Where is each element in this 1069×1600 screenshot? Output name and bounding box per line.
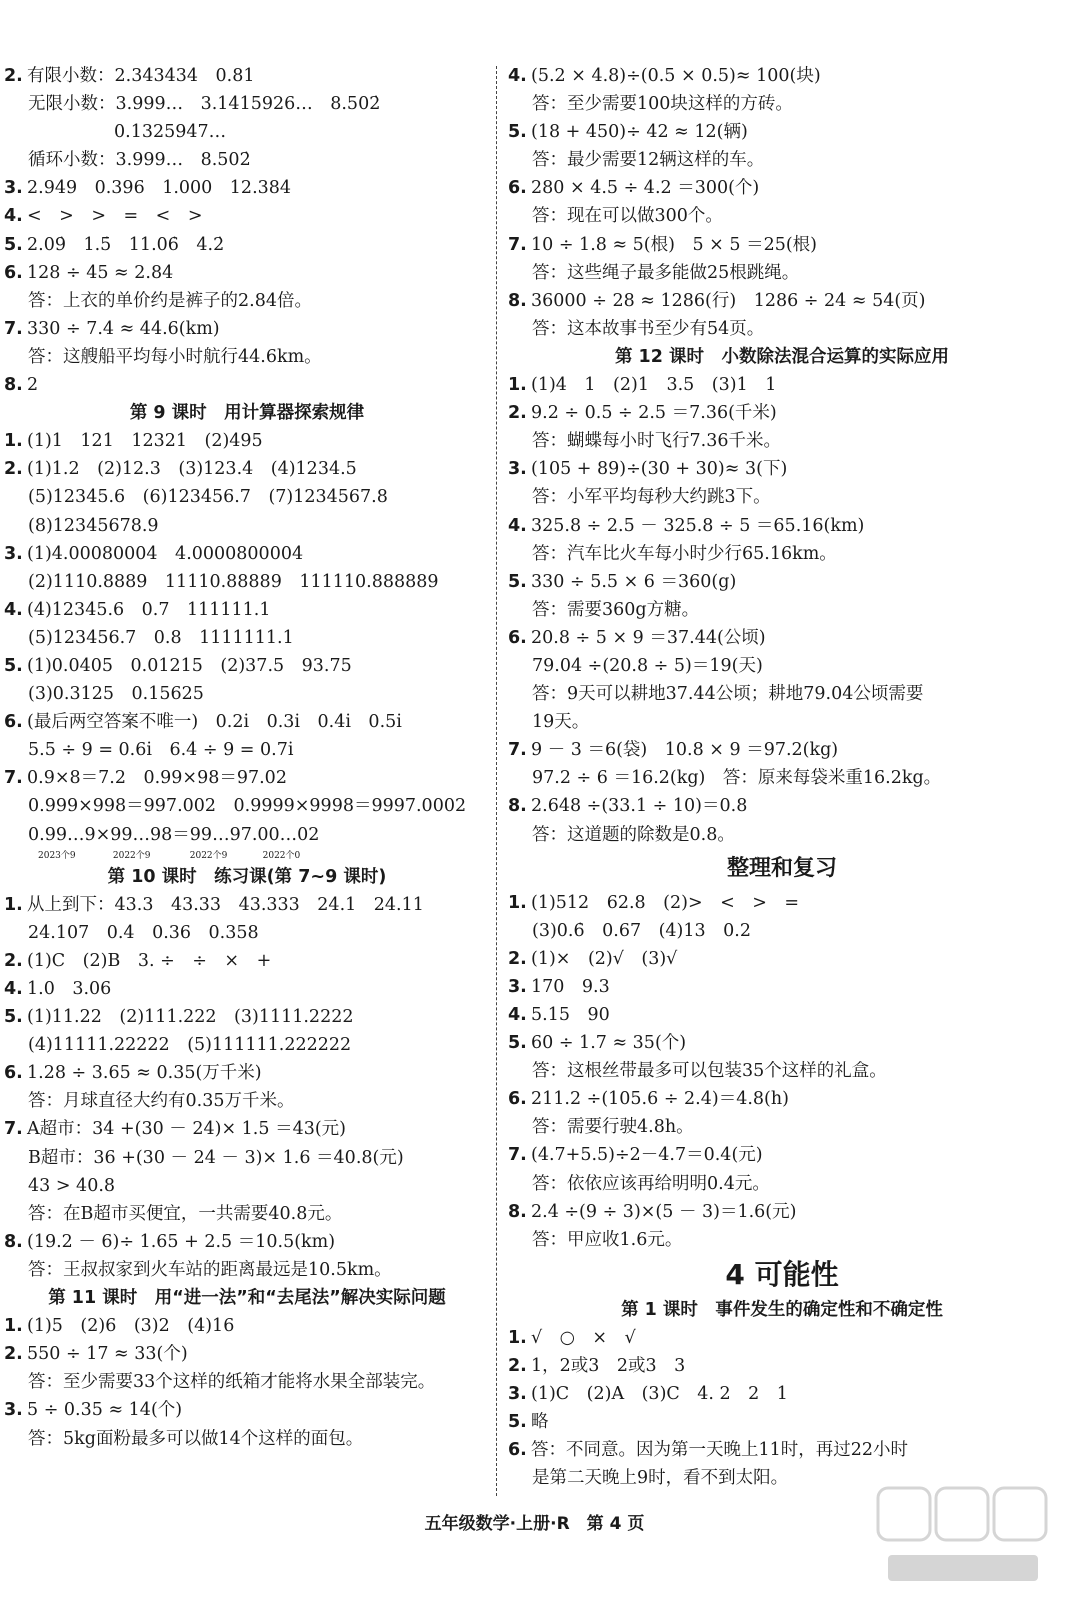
- underbrace-label: 2022个9: [189, 850, 228, 861]
- question-number: 8.: [508, 1201, 527, 1222]
- question-number: 5.: [4, 655, 23, 676]
- question-number: 4.: [4, 979, 23, 999]
- question-number: 1.: [4, 431, 23, 452]
- answer-line: [508, 1352, 1056, 1380]
- question-number: 3.: [4, 178, 23, 199]
- answer-text: 9.2 ÷ 0.5 ÷ 2.5 ＝7.36(千米): [531, 403, 777, 424]
- answer-line: [508, 174, 1056, 202]
- section-heading: [4, 1284, 490, 1312]
- answer-line: [508, 315, 1056, 343]
- answer-line: [508, 708, 1056, 736]
- answer-text: (4)11111.22222 (5)111111.222222: [28, 1035, 352, 1056]
- answer-line: [508, 1226, 1056, 1254]
- right-answers-part1: [508, 62, 1056, 849]
- answer-line: [508, 1029, 1056, 1057]
- answer-text: 答：需要行驶4.8h。: [532, 1117, 694, 1138]
- answer-text: 答：至少需要100块这样的方砖。: [532, 94, 793, 115]
- answer-text: 答：这艘船平均每小时航行44.6km。: [28, 346, 322, 367]
- answer-line: [508, 1198, 1056, 1226]
- answer-line: [4, 483, 490, 511]
- answer-text: (1)4.00080004 4.0000800004: [27, 543, 304, 564]
- answer-line: [508, 1436, 1056, 1464]
- answer-text: 5.15 90: [531, 1005, 610, 1025]
- answer-line: [4, 1368, 490, 1396]
- answer-text: 答：这根丝带最多可以包装35个这样的礼盒。: [532, 1061, 887, 1082]
- question-number: 4.: [508, 66, 527, 86]
- question-number: 8.: [508, 290, 527, 311]
- answer-line: [4, 1115, 490, 1143]
- answer-line: [4, 652, 490, 680]
- column-divider: [496, 66, 497, 1496]
- answer-text: (3)0.6̇ 0.67 (4)13 0.2: [532, 920, 751, 941]
- right-column: [508, 62, 1056, 1493]
- answer-text: √ ○ × √: [531, 1327, 636, 1348]
- answer-text: 答：这道题的除数是0.8。: [532, 824, 735, 845]
- answer-line: [4, 174, 490, 202]
- answer-text: 2.4 ÷(9 ÷ 3)×(5 － 3)＝1.6(元): [531, 1201, 797, 1222]
- answer-text: 答：王叔叔家到火车站的距离最远是10.5km。: [28, 1259, 392, 1280]
- question-number: 6.: [508, 1440, 527, 1461]
- question-number: 2.: [4, 1344, 23, 1365]
- answer-text: 第 12 课时 小数除法混合运算的实际应用: [614, 346, 950, 367]
- question-number: 5.: [508, 571, 527, 592]
- answer-line: [508, 624, 1056, 652]
- answer-text: (1)11.22 (2)111.222 (3)1111.2222: [27, 1007, 354, 1028]
- answer-text: 2.648 ÷(33.1 ÷ 10)＝0.8: [531, 796, 748, 817]
- answer-text: 20.8 ÷ 5 × 9 ＝37.44(公顷): [531, 627, 766, 648]
- answer-text: (1)0.0405 0.01215 (2)37.5 93.75: [27, 655, 352, 676]
- answer-line: [508, 90, 1056, 118]
- answer-line: [508, 1001, 1056, 1029]
- answer-line: [508, 1380, 1056, 1408]
- answer-text: 330 ÷ 7.4 ≈ 44.6(km): [27, 318, 220, 339]
- answer-text: 19天。: [532, 712, 590, 733]
- left-column: [4, 62, 490, 1453]
- answer-text: (2)1110.8889 11110.88889 111110.888889: [28, 571, 439, 592]
- answer-line: [4, 891, 490, 919]
- answer-line: [508, 287, 1056, 315]
- answer-text: (1)C (2)B 3. ÷ ÷ × +: [27, 950, 272, 971]
- answer-text: (5)12345.6 (6)123456.7 (7)1234567.8: [28, 487, 388, 508]
- question-number: 5.: [508, 1412, 527, 1433]
- answer-text: 答：蝴蝶每小时飞行7.36千米。: [532, 431, 781, 452]
- answer-line: [508, 202, 1056, 230]
- answer-text: 2.949 0.396 1.000 12.384: [27, 178, 292, 199]
- answer-line: [4, 287, 490, 315]
- question-number: 7.: [508, 740, 527, 761]
- question-number: 6.: [4, 262, 23, 283]
- answer-line: [508, 945, 1056, 973]
- answer-line: [4, 1256, 490, 1284]
- answer-line: [4, 1031, 490, 1059]
- answer-line: [4, 455, 490, 483]
- underbrace-label: 2023个9: [38, 850, 76, 861]
- question-number: 7.: [4, 318, 23, 339]
- answer-text: (19.2 － 6)÷ 1.65 + 2.5 ＝10.5(km): [27, 1231, 336, 1252]
- answer-line: [508, 568, 1056, 596]
- answer-text: 答：这些绳子最多能做25根跳绳。: [532, 262, 800, 283]
- section-heading: [4, 863, 490, 891]
- question-number: 1.: [4, 1316, 23, 1337]
- answer-line: [508, 596, 1056, 624]
- answer-text: 第 1 课时 事件发生的确定性和不确定性: [621, 1299, 943, 1320]
- watermark-logo: [868, 1480, 1058, 1595]
- answer-line: [4, 764, 490, 792]
- question-number: 3.: [4, 543, 23, 564]
- answer-line: [4, 792, 490, 820]
- answer-line: [4, 371, 490, 399]
- answer-line: [4, 1144, 490, 1172]
- answer-text: B超市：36 +(30 － 24 － 3)× 1.6 ＝40.8(元): [28, 1147, 404, 1168]
- underbrace-labels: [4, 849, 490, 863]
- answer-line: [508, 917, 1056, 945]
- answer-line: [508, 146, 1056, 174]
- right-answers-part2: [508, 889, 1056, 1254]
- answer-text: 循环小数：3.999… 8.502̇: [28, 150, 251, 171]
- answer-text: 0.1325947…: [114, 122, 227, 143]
- answer-text: 1，2或3 2或3 3: [531, 1356, 686, 1377]
- answer-line: [4, 1396, 490, 1424]
- answer-text: 60 ÷ 1.7 ≈ 35(个): [531, 1033, 687, 1054]
- question-number: 5.: [508, 1033, 527, 1054]
- question-number: 8.: [4, 375, 23, 396]
- answer-line: [4, 202, 490, 230]
- answer-text: 答：需要360g方糖。: [532, 599, 700, 620]
- answer-line: [4, 90, 490, 118]
- answer-line: [4, 624, 490, 652]
- answer-text: 170 9.3: [531, 976, 610, 997]
- answer-text: (3)0.3125 0.15625: [28, 684, 204, 705]
- answer-line: [4, 343, 490, 371]
- answer-text: 0.9×8＝7.2 0.99×98＝97.02: [27, 768, 287, 789]
- answer-text: (1)1 121 12321 (2)495: [27, 431, 263, 452]
- answer-text: 答：9天可以耕地37.44公顷；耕地79.04公顷需要: [532, 684, 924, 705]
- answer-text: (4.7+5.5)÷2－4.7＝0.4(元): [531, 1145, 763, 1166]
- answer-line: [4, 146, 490, 174]
- answer-text: (1)512 62.8 (2)> < > =: [531, 892, 800, 913]
- answer-line: [4, 1003, 490, 1031]
- answer-line: [508, 512, 1056, 540]
- answer-line: [4, 1200, 490, 1228]
- answer-line: [508, 427, 1056, 455]
- answer-line: [4, 62, 490, 90]
- answer-text: 答：这本故事书至少有54页。: [532, 318, 765, 339]
- question-number: 4.: [508, 1005, 527, 1025]
- answer-line: [508, 1324, 1056, 1352]
- answer-text: 325.8 ÷ 2.5 － 325.8 ÷ 5 ＝65.16(km): [531, 515, 865, 536]
- answer-text: 10 ÷ 1.8 ≈ 5(根) 5 × 5 ＝25(根): [531, 234, 818, 255]
- answer-line: [508, 736, 1056, 764]
- question-number: 8.: [508, 796, 527, 817]
- answer-text: 第 9 课时 用计算器探索规律: [129, 403, 365, 424]
- question-number: 2.: [508, 948, 527, 969]
- answer-text: 第 10 课时 练习课(第 7~9 课时): [107, 866, 387, 887]
- answer-text: (4)12345.6 0.7 111111.1: [27, 599, 271, 620]
- question-number: 3.: [508, 459, 527, 480]
- answer-line: [4, 1340, 490, 1368]
- answer-text: 答：不同意。因为第一天晚上11时，再过22小时: [531, 1440, 909, 1461]
- answer-line: [4, 680, 490, 708]
- answer-text: 79.04 ÷(20.8 ÷ 5)＝19(天): [532, 655, 763, 676]
- answer-text: 1.0 3.06: [27, 979, 112, 999]
- question-number: 7.: [4, 1119, 23, 1140]
- left-answers-part1: [4, 62, 490, 849]
- left-answers-part2: [4, 863, 490, 1453]
- answer-line: [508, 764, 1056, 792]
- question-number: 2.: [4, 950, 23, 971]
- question-number: 3.: [508, 1384, 527, 1405]
- answer-text: 答：最少需要12辆这样的车。: [532, 150, 765, 171]
- section-heading: [508, 1296, 1056, 1324]
- answer-text: (1)4 1 (2)1 3.5 (3)1 1: [531, 375, 777, 396]
- answer-text: 280 × 4.5 ÷ 4.2 ＝300(个): [531, 178, 760, 199]
- answer-text: 第 11 课时 用“进一法”和“去尾法”解决实际问题: [48, 1288, 446, 1309]
- answer-line: [4, 568, 490, 596]
- answer-line: [508, 792, 1056, 820]
- answer-line: [4, 1059, 490, 1087]
- answer-line: [508, 652, 1056, 680]
- question-number: 5.: [4, 1007, 23, 1028]
- question-number: 1.: [508, 892, 527, 913]
- answer-line: [508, 680, 1056, 708]
- answer-line: [508, 1170, 1056, 1198]
- answer-text: (8)12345678.9: [28, 515, 159, 536]
- answer-line: [4, 1087, 490, 1115]
- answer-line: [4, 1425, 490, 1453]
- answer-text: 97.2 ÷ 6 ＝16.2(kg) 答：原来每袋米重16.2kg。: [532, 768, 942, 789]
- question-number: 3.: [508, 976, 527, 997]
- answer-line: [508, 540, 1056, 568]
- answer-line: [4, 821, 490, 849]
- right-answers-part3: [508, 1296, 1056, 1493]
- answer-text: 略: [531, 1412, 549, 1433]
- answer-text: (1)5 (2)6 (3)2 (4)16: [27, 1316, 235, 1337]
- answer-text: 2.09̇ 1.5̇ 11.06̇ 4.2̇: [27, 234, 225, 255]
- answer-text: 有限小数：2.343434 0.81: [27, 66, 255, 86]
- question-number: 6.: [4, 712, 23, 733]
- answer-line: [508, 1113, 1056, 1141]
- answer-text: 从上到下：43.3 43.33 43.333 24.1 24.11: [27, 894, 424, 915]
- answer-text: 答：小军平均每秒大约跳3下。: [532, 487, 771, 508]
- answer-line: [508, 889, 1056, 917]
- answer-line: [4, 1172, 490, 1200]
- answer-text: < > > = < >: [27, 206, 203, 227]
- answer-text: 答：现在可以做300个。: [532, 206, 723, 227]
- answer-text: (105 + 89)÷(30 + 30)≈ 3(下): [531, 459, 788, 480]
- answer-text: 0.99…9×99…98＝99…97.00…02: [28, 824, 320, 845]
- answer-text: (5.2 × 4.8)÷(0.5 × 0.5)≈ 100(块): [531, 66, 821, 86]
- question-number: 6.: [508, 178, 527, 199]
- question-number: 5.: [4, 234, 23, 255]
- answer-text: (18 + 450)÷ 42 ≈ 12(辆): [531, 122, 748, 143]
- answer-text: 24.107 0.4 0.36 0.358: [28, 922, 259, 943]
- answer-line: [508, 1057, 1056, 1085]
- answer-line: [508, 399, 1056, 427]
- answer-line: [4, 118, 490, 146]
- answer-text: (5)123456.7 0.8 1111111.1: [28, 627, 294, 648]
- answer-line: [4, 315, 490, 343]
- underbrace-label: 2022个0: [262, 850, 301, 861]
- answer-line: [508, 1085, 1056, 1113]
- answer-line: [508, 455, 1056, 483]
- question-number: 2.: [508, 1356, 527, 1377]
- answer-line: [508, 483, 1056, 511]
- question-number: 8.: [4, 1231, 23, 1252]
- question-number: 2.: [4, 66, 23, 86]
- answer-line: [4, 259, 490, 287]
- answer-text: 211.2 ÷(105.6 ÷ 2.4)＝4.8(h): [531, 1089, 789, 1110]
- page-footer: 五年级数学·上册·R 第 4 页: [424, 1514, 645, 1534]
- answer-line: [508, 259, 1056, 287]
- answer-text: (最后两空答案不唯一) 0.2i̇ 0.3i̇ 0.4i̇ 0.5i̇: [27, 712, 402, 733]
- answer-line: [4, 427, 490, 455]
- answer-text: 2: [27, 375, 39, 396]
- answer-text: 答：在B超市买便宜，一共需要40.8元。: [28, 1203, 343, 1224]
- answer-text: 9 － 3 ＝6(袋) 10.8 × 9 ＝97.2(kg): [531, 740, 839, 761]
- answer-line: [508, 118, 1056, 146]
- answer-text: 是第二天晚上9时，看不到太阳。: [532, 1468, 789, 1489]
- question-number: 7.: [508, 234, 527, 255]
- answer-line: [508, 1408, 1056, 1436]
- answer-line: [4, 947, 490, 975]
- answer-line: [4, 596, 490, 624]
- section-title-review: 整理和复习: [726, 855, 837, 881]
- answer-text: 5.5 ÷ 9 = 0.6i̇ 6.4 ÷ 9 = 0.7i̇: [28, 740, 294, 761]
- answer-text: 43 > 40.8: [28, 1175, 116, 1196]
- answer-line: [4, 512, 490, 540]
- question-number: 1.: [508, 375, 527, 396]
- answer-line: [508, 973, 1056, 1001]
- answer-text: 无限小数：3.999… 3.1415926… 8.502̇: [28, 94, 381, 115]
- answer-line: [4, 1312, 490, 1340]
- answer-line: [508, 371, 1056, 399]
- answer-text: 答：依依应该再给明明0.4元。: [532, 1173, 770, 1194]
- question-number: 4.: [4, 206, 23, 227]
- answer-text: 答：5kg面粉最多可以做14个这样的面包。: [28, 1428, 364, 1449]
- answer-line: [4, 1228, 490, 1256]
- answer-line: [508, 821, 1056, 849]
- answer-text: 36000 ÷ 28 ≈ 1286(行) 1286 ÷ 24 ≈ 54(页): [531, 290, 926, 311]
- answer-text: 答：上衣的单价约是裤子的2.84倍。: [28, 290, 312, 311]
- question-number: 1.: [4, 894, 23, 915]
- answer-text: (1)× (2)√ (3)√: [531, 948, 678, 969]
- question-number: 7.: [4, 768, 23, 789]
- underbrace-label: 2022个9: [112, 850, 151, 861]
- chapter-title: 4 可能性: [725, 1257, 839, 1291]
- answer-text: 330 ÷ 5.5 × 6 ＝360(g): [531, 571, 737, 592]
- answer-text: (1)C (2)A (3)C 4. 2 2 1: [531, 1384, 788, 1405]
- question-number: 6.: [4, 1063, 23, 1084]
- question-number: 1.: [508, 1327, 527, 1348]
- answer-text: (1)1.2 (2)12.3 (3)123.4 (4)1234.5: [27, 459, 357, 480]
- answer-line: [4, 708, 490, 736]
- question-number: 3.: [4, 1400, 23, 1421]
- answer-text: 答：甲应收1.6元。: [532, 1229, 683, 1250]
- question-number: 6.: [508, 627, 527, 648]
- answer-text: 答：月球直径大约有0.35万千米。: [28, 1091, 295, 1112]
- question-number: 6.: [508, 1089, 527, 1110]
- answer-text: 550 ÷ 17 ≈ 33(个): [27, 1344, 188, 1365]
- question-number: 2.: [508, 403, 527, 424]
- answer-text: 答：汽车比火车每小时少行65.16km。: [532, 543, 837, 564]
- answer-text: 5 ÷ 0.35 ≈ 14(个): [27, 1400, 183, 1421]
- answer-line: [508, 1141, 1056, 1169]
- answer-line: [4, 975, 490, 1003]
- answer-text: 1.28 ÷ 3.65 ≈ 0.35(万千米): [27, 1063, 262, 1084]
- answer-text: A超市：34 +(30 － 24)× 1.5 ＝43(元): [27, 1119, 346, 1140]
- section-heading: [4, 399, 490, 427]
- answer-text: 0.999×998＝997.002 0.9999×9998＝9997.0002: [28, 796, 467, 817]
- question-number: 2.: [4, 459, 23, 480]
- answer-line: [508, 231, 1056, 259]
- answer-line: [4, 540, 490, 568]
- question-number: 7.: [508, 1145, 527, 1166]
- section-heading: [508, 343, 1056, 371]
- answer-line: [508, 62, 1056, 90]
- answer-text: 128 ÷ 45 ≈ 2.84: [27, 262, 174, 283]
- answer-line: [4, 919, 490, 947]
- answer-text: 答：至少需要33个这样的纸箱才能将水果全部装完。: [28, 1372, 436, 1393]
- question-number: 5.: [508, 122, 527, 143]
- answer-line: [4, 231, 490, 259]
- question-number: 4.: [508, 515, 527, 536]
- question-number: 4.: [4, 599, 23, 620]
- answer-line: [4, 736, 490, 764]
